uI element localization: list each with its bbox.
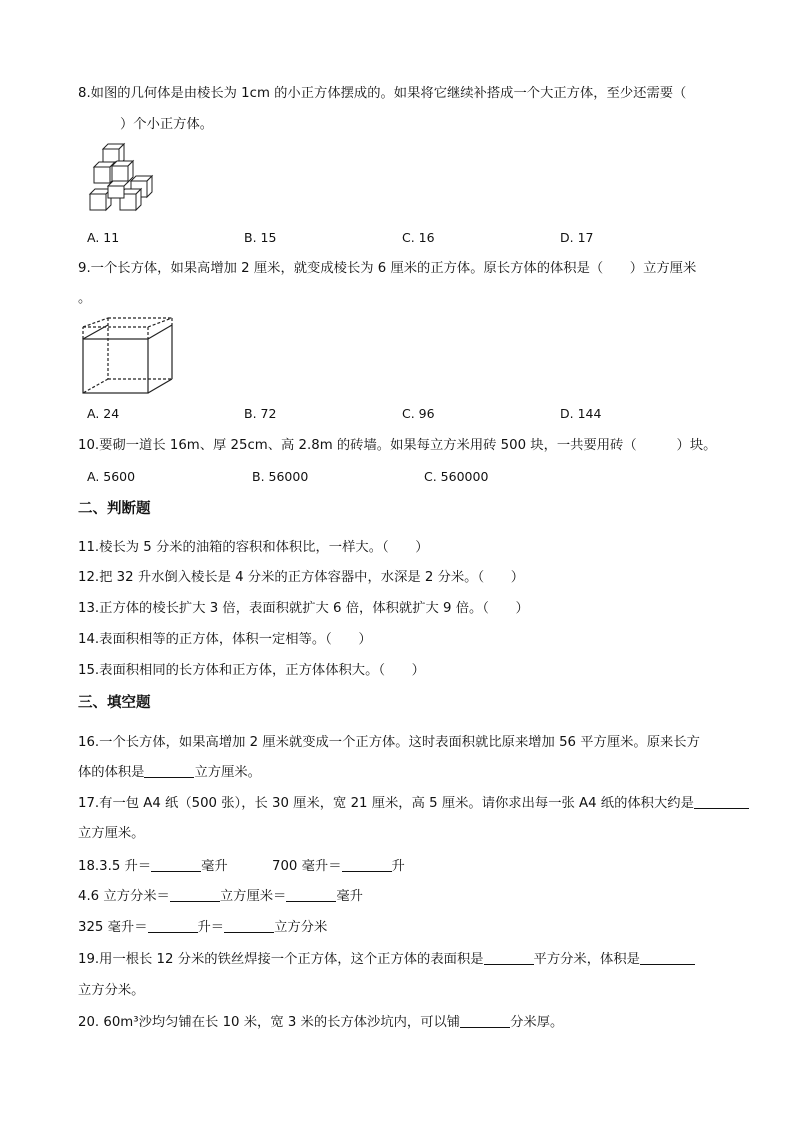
q17-text: 17.有一包 A4 纸（500 张），长 30 厘米，宽 21 厘米，高 5 厘米。请你求出每一张 A4 纸的体积大约是 (78, 796, 694, 811)
q16-stem-line2 (78, 763, 261, 783)
q11-stem: 11.棱长为 5 分米的油箱的容积和体积比，一样大。（ ） (78, 540, 429, 555)
q18-b-blank[interactable] (342, 857, 392, 872)
q20-text-a: 20. 60m³沙均匀铺在长 10 米，宽 3 米的长方体沙坑内，可以铺 (78, 1015, 461, 1030)
q17-answer-blank[interactable] (694, 794, 749, 809)
q19-blank1[interactable] (484, 950, 534, 965)
q8-option-d[interactable]: D. 17 (560, 230, 594, 245)
q19-stem-line1 (78, 950, 695, 970)
section-judgement-title: 二、判断题 (78, 501, 151, 517)
cube-stack-figure (86, 142, 160, 214)
q15-stem: 15.表面积相同的长方体和正方体，正方体体积大。（ ） (78, 663, 425, 678)
q19-text-a: 19.用一根长 12 分米的铁丝焊接一个正方体，这个正方体的表面积是 (78, 952, 484, 967)
q14-stem: 14.表面积相等的正方体，体积一定相等。（ ） (78, 632, 372, 647)
q8-option-a[interactable]: A. 11 (87, 230, 120, 245)
q12-stem: 12.把 32 升水倒入棱长是 4 分米的正方体容器中，水深是 2 分米。（ ） (78, 570, 525, 585)
q18-d-blank2[interactable] (224, 918, 274, 933)
q19-blank2[interactable] (640, 950, 695, 965)
q9-option-b[interactable]: B. 72 (244, 406, 277, 421)
q18-c-unit: 毫升 (336, 889, 363, 904)
q18-c-blank2[interactable] (286, 887, 336, 902)
q8-option-b[interactable]: B. 15 (244, 230, 277, 245)
q20-blank[interactable] (460, 1013, 510, 1028)
q13-stem: 13.正方体的棱长扩大 3 倍，表面积就扩大 6 倍，体积就扩大 9 倍。（ ） (78, 601, 529, 616)
q16-stem-line1: 16.一个长方体，如果高增加 2 厘米就变成一个正方体。这时表面积就比原来增加 56 平方厘米。原来长方 (78, 735, 700, 750)
q18-a-unit: 毫升 (201, 859, 228, 874)
q18-c-blank1[interactable] (170, 887, 220, 902)
q10-option-a[interactable]: A. 5600 (87, 469, 136, 484)
q8-option-c[interactable]: C. 16 (402, 230, 435, 245)
q16-text-b: 立方厘米。 (194, 765, 261, 780)
q18-d-blank1[interactable] (148, 918, 198, 933)
q18-d-unit: 立方分米 (274, 920, 328, 935)
q19-stem-line2: 立方分米。 (78, 983, 145, 998)
q18-row1 (78, 857, 228, 877)
q18-a-blank[interactable] (151, 857, 201, 872)
q19-text-b: 平方分米，体积是 (533, 952, 640, 967)
q18-row2 (78, 887, 363, 907)
q10-option-b[interactable]: B. 56000 (252, 469, 309, 484)
q17-stem-line2: 立方厘米。 (78, 826, 145, 841)
section-fill-blank-title: 三、填空题 (78, 695, 151, 711)
q16-answer-blank[interactable] (144, 763, 194, 778)
q20-text-b: 分米厚。 (510, 1015, 564, 1030)
q18-b-unit: 升 (391, 859, 405, 874)
q18-row3 (78, 918, 327, 938)
q16-text-a: 体的体积是 (78, 765, 145, 780)
q9-stem-line1: 9.一个长方体，如果高增加 2 厘米，就变成棱长为 6 厘米的正方体。原长方体的体积是（ ）立方厘米 (78, 261, 697, 276)
q9-option-d[interactable]: D. 144 (560, 406, 602, 421)
q10-stem: 10.要砌一道长 16m、厚 25cm、高 2.8m 的砖墙。如果每立方米用砖 500 块，一共要用砖（ ）块。 (78, 438, 717, 453)
q10-option-c[interactable]: C. 560000 (424, 469, 489, 484)
q18-d-text2: 升＝ (197, 920, 225, 935)
q9-option-c[interactable]: C. 96 (402, 406, 435, 421)
q18-c-text2: 立方厘米＝ (219, 889, 287, 904)
q8-stem-line2: ）个小正方体。 (120, 117, 214, 132)
q18-b-text: 700 毫升＝ (272, 859, 342, 874)
q9-option-a[interactable]: A. 24 (87, 406, 120, 421)
q18-d-text: 325 毫升＝ (78, 920, 148, 935)
q18-c-text: 4.6 立方分米＝ (78, 889, 170, 904)
q20-stem (78, 1013, 563, 1033)
q9-stem-line2: 。 (78, 291, 92, 306)
q18-row1-b (272, 857, 405, 877)
cuboid-figure (80, 317, 176, 395)
q8-stem-line1: 8.如图的几何体是由棱长为 1cm 的小正方体摆成的。如果将它继续补搭成一个大正方体，至少还需要（ (78, 86, 687, 101)
q17-stem-line1 (78, 794, 749, 814)
q18-a-text: 18.3.5 升＝ (78, 859, 152, 874)
